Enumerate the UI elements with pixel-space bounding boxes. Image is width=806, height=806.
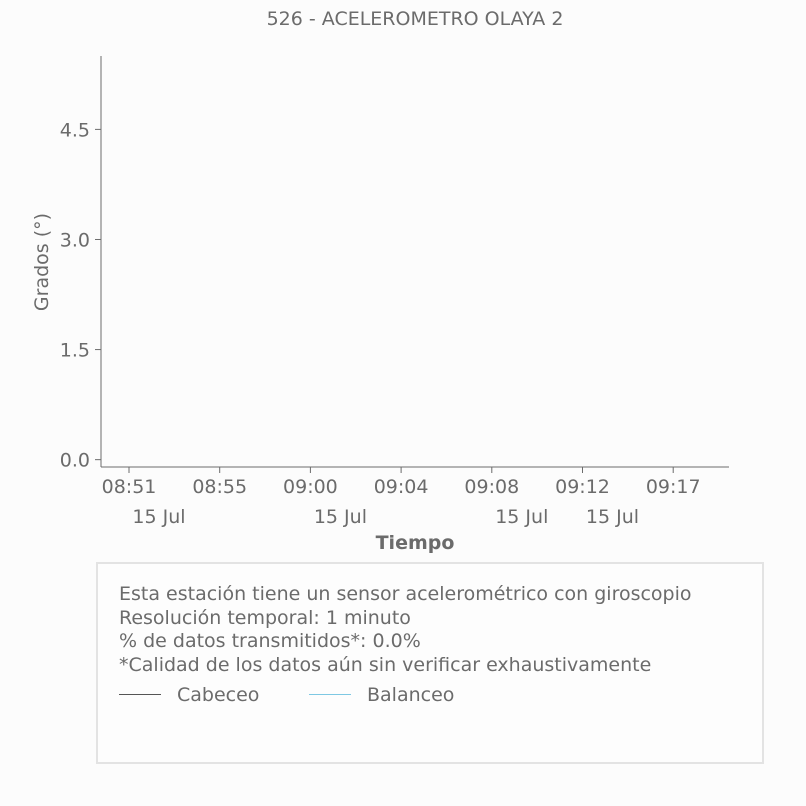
x-axis-label: Tiempo: [375, 532, 455, 554]
y-axis-label: Grados (°): [31, 212, 53, 312]
chart-title: 526 - ACELEROMETRO OLAYA 2: [266, 8, 564, 30]
y-tick-label: 1.5: [59, 339, 90, 362]
y-tick-label: 0.0: [59, 449, 90, 472]
x-ticks: [102, 467, 701, 528]
legend-box: [96, 562, 764, 764]
x-tick-label: 09:17: [645, 476, 701, 498]
x-tick-date-label: 15 Jul: [313, 506, 367, 528]
x-tick-label: 09:00: [283, 476, 338, 498]
x-tick-label: 08:51: [101, 476, 157, 498]
y-ticks: [60, 119, 101, 471]
legend-label-balanceo: Balanceo: [367, 684, 455, 706]
note-transmitted: % de datos transmitidos*: 0.0%: [119, 630, 421, 652]
x-tick-date-label: 15 Jul: [132, 506, 186, 528]
x-tick-date-label: 15 Jul: [585, 506, 640, 528]
legend-label-cabeceo: Cabeceo: [177, 684, 260, 706]
x-tick-label: 09:12: [555, 476, 610, 498]
legend-swatch-cabeceo: [119, 694, 161, 695]
x-tick-label: 09:04: [373, 476, 429, 498]
note-resolution: Resolución temporal: 1 minuto: [119, 607, 411, 629]
note-quality: *Calidad de los datos aún sin verificar exhaustivamente: [119, 654, 652, 676]
x-tick-date-label: 15 Jul: [495, 506, 549, 528]
x-tick-label: 09:08: [464, 476, 520, 498]
x-tick-label: 08:55: [192, 476, 248, 498]
plot-area: [60, 56, 729, 528]
legend-swatch-balanceo: [309, 694, 351, 695]
y-tick-label: 4.5: [59, 119, 90, 142]
y-tick-label: 3.0: [59, 229, 90, 252]
note-sensor: Esta estación tiene un sensor acelerométrico con giroscopio: [119, 583, 692, 605]
